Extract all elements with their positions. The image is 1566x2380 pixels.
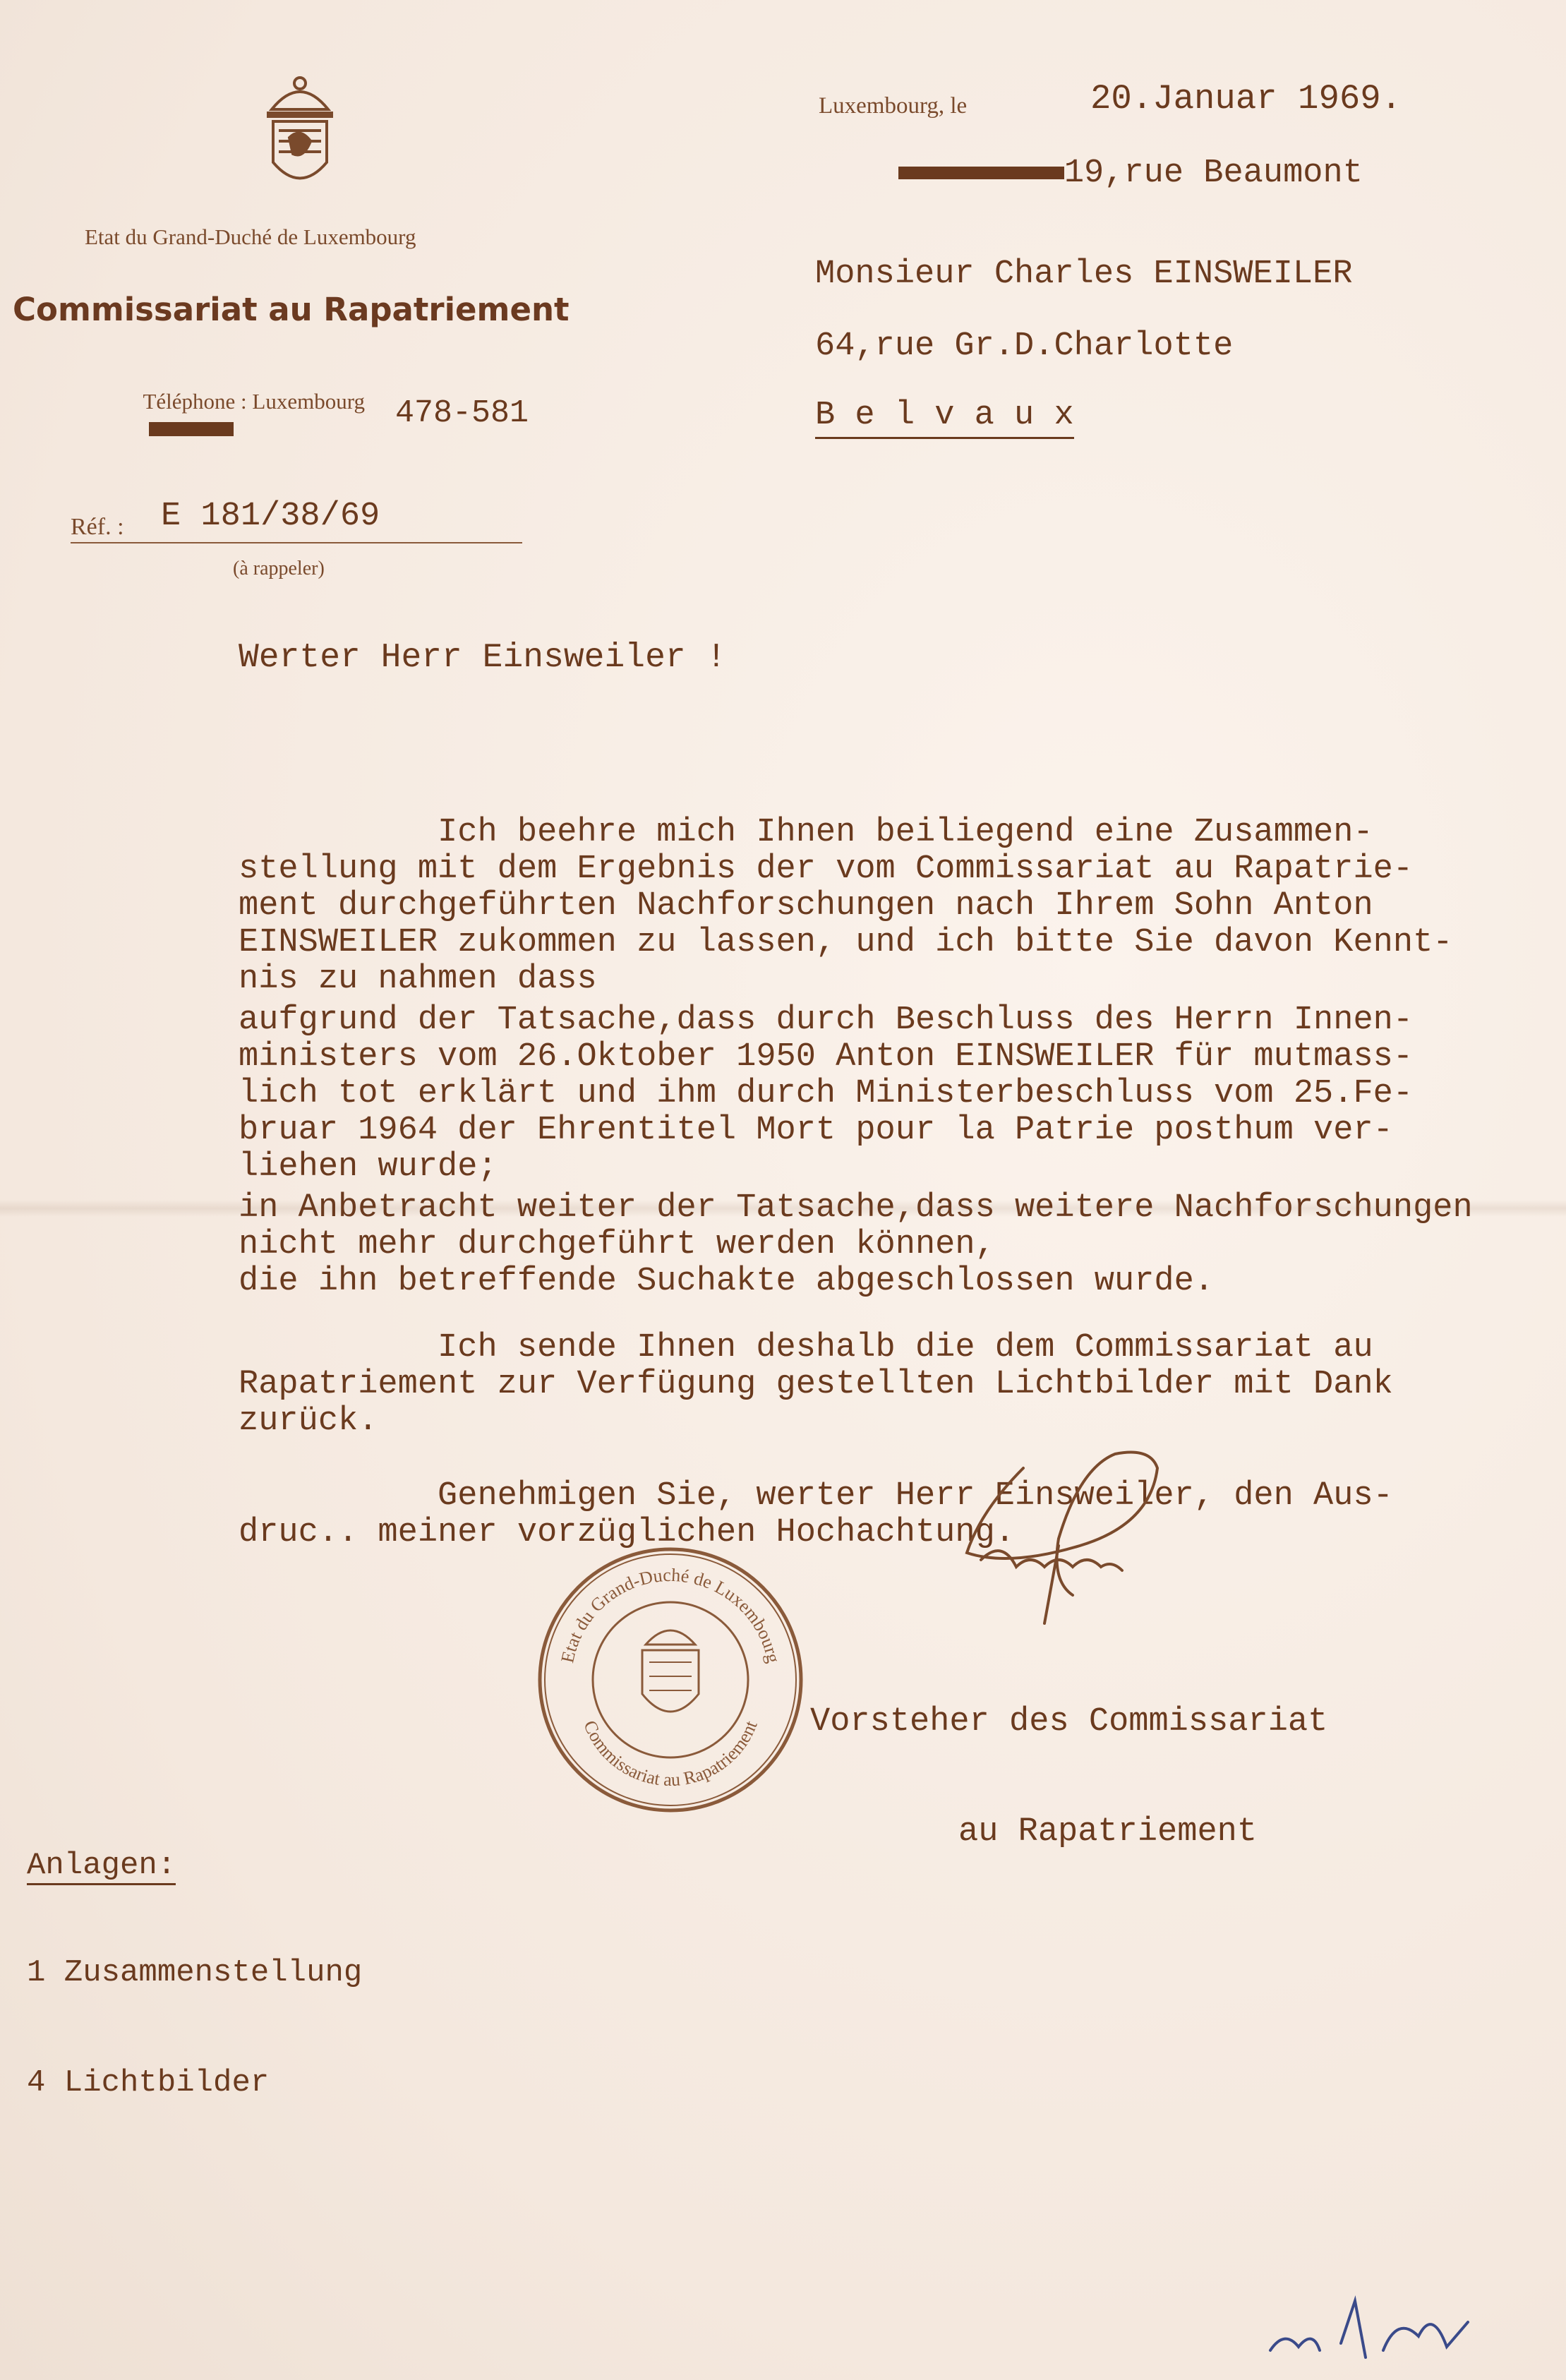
ref-underline: [71, 542, 522, 543]
paragraph-5: Genehmigen Sie, werter Herr Einsweiler, den Aus- druc.. meiner vorzüglichen Hochachtung.: [239, 1477, 1393, 1551]
recipient-name: Monsieur Charles EINSWEILER: [815, 256, 1353, 293]
enclosures-title: Anlagen:: [27, 1848, 176, 1885]
paragraph-1: Ich beehre mich Ihnen beiliegend eine Zusammen- stellung mit dem Ergebnis der vom Commissariat au Rapatrie- ment durchgeführten Nachforschungen nach Ihrem Sohn Anton EINSWEILER zukommen zu lassen, und ich bitte Sie davon Kennt- nis zu nahmen dass: [239, 814, 1453, 998]
enclosure-item: 1 Zusammenstellung: [27, 1955, 363, 1990]
telephone-number: 478-581: [395, 395, 529, 431]
svg-text:Commissariat au Rapatriement: [579, 1717, 761, 1790]
state-name: Etat du Grand-Duché de Luxembourg: [85, 224, 416, 249]
ref-note: (à rappeler): [233, 558, 325, 579]
recipient-city: B e l v a u x: [815, 397, 1074, 439]
enclosure-item: 4 Lichtbilder: [27, 2065, 270, 2100]
official-seal-icon: [529, 1539, 812, 1821]
pencil-mark: [1256, 2273, 1489, 2372]
handwritten-signature-icon: [939, 1426, 1235, 1637]
telephone-label: Téléphone : Luxembourg: [121, 363, 365, 465]
paragraph-3: in Anbetracht weiter der Tatsache,dass weitere Nachforschungen nicht mehr durchgeführt werden können, die ihn betreffende Suchakte abgeschlossen wurde.: [239, 1189, 1473, 1300]
salutation: Werter Herr Einsweiler !: [239, 639, 727, 677]
seal-top-text: Etat du Grand-Duché de Luxembourg: [557, 1564, 784, 1665]
recipient-street: 64,rue Gr.D.Charlotte: [815, 327, 1234, 365]
coat-of-arms-icon: [258, 71, 342, 201]
paragraph-4: Ich sende Ihnen deshalb die dem Commissariat au Rapatriement zur Verfügung gestellten Lichtbilder mit Dank zurück.: [239, 1329, 1393, 1440]
letter-date: 20.Januar 1969.: [1090, 79, 1402, 119]
place-label: Luxembourg, le: [819, 93, 968, 119]
ref-value: E 181/38/69: [161, 498, 380, 535]
paragraph-2: aufgrund der Tatsache,dass durch Beschluss des Herrn Innen- ministers vom 26.Oktober 1950 Anton EINSWEILER für mutmass- lich tot erklärt und ihm durch Ministerbeschluss vom 25.Fe- bruar 1964 der Ehrentitel Mort pour la Patrie posthum ver- liehen wurde;: [239, 1002, 1414, 1186]
sender-address: 19,rue Beaumont: [819, 117, 1363, 229]
office-name: Commissariat au Rapatriement: [13, 291, 570, 328]
seal-bottom-text: Commissariat au Rapatriement: [579, 1717, 761, 1791]
signature-block: Vorsteher des Commissariat au Rapatriement: [810, 1703, 1328, 1851]
ref-label: Réf. :: [71, 514, 124, 540]
enclosures-list: [27, 1881, 362, 2175]
